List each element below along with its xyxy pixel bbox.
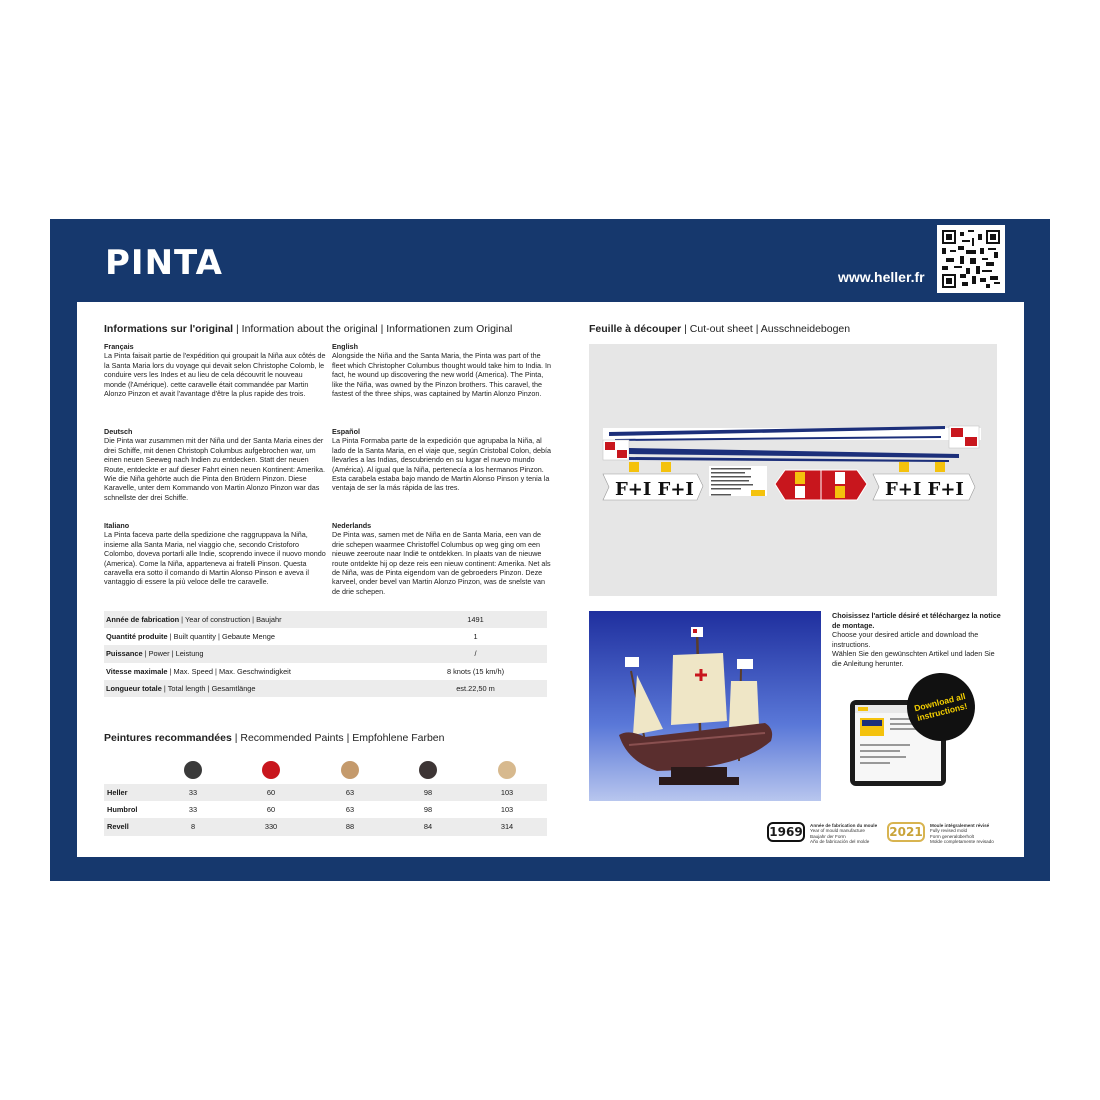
cutout-section-title: Feuille à découper | Cut-out sheet | Ausschneidebogen — [589, 323, 851, 335]
paints-section-title: Peintures recommandées | Recommended Paints | Empfohlene Farben — [104, 732, 445, 744]
paint-table — [104, 784, 547, 836]
text-deutsch: Deutsch Die Pinta war zusammen mit der Niña und der Santa Maria eines der drei Schiffe, mit denen Christoph Columbus aufgebrochen war, um einen neuen Seeweg nach Indien zu entdecken. Statt der neuen Route, entdeckte er auf dieser Fahrt einen neuen Kontinent: Amerika. Wie die Niña gehörte auch die Pinta den Brüdern Pinzon. Diese Karavelle, unter dem Kommando von Martin Alonzo Pinzon war das schnellste der drei Schiffe. — [104, 427, 325, 502]
info-section-title: Informations sur l'original | Information about the original | Informationen zum Original — [104, 323, 513, 335]
download-info: Choisissez l'article désiré et téléchargez la notice de montage. Choose your desired article and download the instructions. Wählen Sie den gewünschten Artikel und laden Sie die Anleitung herunter. — [832, 611, 1001, 668]
paint-swatch — [419, 761, 437, 779]
table-row: Quantité produite | Built quantity | Gebaute Menge 1 — [106, 632, 478, 642]
website-link[interactable]: www.heller.fr — [838, 269, 925, 285]
table-row: Longueur totale | Total length | Gesamtlänge est.22,50 m — [104, 680, 547, 697]
paint-swatch — [184, 761, 202, 779]
spec-table — [104, 611, 547, 697]
table-row: Humbrol 33 60 63 98 103 — [107, 805, 514, 815]
revised-year-logo: 2021 — [887, 822, 925, 842]
table-row: Puissance | Power | Leistung / — [104, 645, 547, 662]
qr-code-icon[interactable] — [937, 225, 1005, 293]
text-espanol: Español La Pinta Formaba parte de la expedición que agrupaba la Niña, al lado de la Santa Maria, en el viaje que, según Cristobal Colon, debía llevarles a las Indias, descubriendo en su lugar el nuevo mundo (América). Al igual que la Niña, pertenecía a los hermanos Pinzon. Esta carabela estaba bajo mando de Martin Alonso Pinson y tenia la ventaja de ser la más rápida de las tres. — [332, 427, 551, 493]
cutout-sheet-image — [589, 344, 997, 596]
content-panel — [77, 302, 1024, 857]
revised-year-note: Moule intégralement révisé Fully revised mold Form generalüberholt Molde completamente revisado — [930, 823, 994, 845]
flag-right: F+I F+I — [885, 479, 964, 500]
flag-left: F+I F+I — [615, 479, 694, 500]
text-italiano: Italiano La Pinta faceva parte della spedizione che raggruppava la Niña, insieme alla Santa Maria, nel viaggio che, secondo Cristoforo Colombo, doveva portarli alle Indie, scoprendo invece il nuovo mondo (America). Come la Niña, apparteneva ai fratelli Pinson. Questa caravella era sotto il comando di Martin Alonso Pinson e aveva il vantaggio di essere la più veloce delle tre caravelle. — [104, 521, 326, 587]
text-nederlands: Nederlands De Pinta was, samen met de Niña en de Santa Maria, een van de drie schepen waarmee Christoffel Columbus op weg ging om een nieuwe zeeroute naar Indië te ontdekken. In plaats van de nieuwe route ontdekte hij op deze reis een nieuw continent: Amerika. Net als de Niña, was de Pinta eigendom van de gebroeders Pinzon. Deze karveel, onder bevel van Martin Alonzo Pinzon, was de snelste van de drie schepen. — [332, 521, 551, 596]
paint-swatch — [341, 761, 359, 779]
box-side-panel — [50, 219, 1050, 881]
paint-swatch — [498, 761, 516, 779]
paint-swatches — [104, 761, 547, 779]
page-title: PINTA — [105, 243, 223, 283]
text-francais: Français La Pinta faisait partie de l'expédition qui groupait la Niña aux côtés de la Santa Maria lors du voyage qui devait selon Christophe Colomb, le conduire vers les Indes et au lieu de cela découvrit le nouveau monde (l'Amérique). cette caravelle était commandée par Martin Alonzo Pinzon et avait l'avantage d'être la plus rapide des trois. — [104, 342, 326, 399]
download-badge[interactable]: Download all instructions! — [900, 666, 982, 748]
table-row: Année de fabrication | Year of construction | Baujahr 1491 — [104, 611, 547, 628]
paint-swatch — [262, 761, 280, 779]
table-row: Heller 33 60 63 98 103 — [104, 784, 547, 801]
mould-year-logo: 1969 — [767, 822, 805, 842]
table-row: Revell 8 330 88 84 314 — [104, 818, 547, 835]
mould-year-note: Année de fabrication du moule Year of mould manufacture Baujahr der Form Año de fabricación del molde — [810, 823, 878, 845]
text-english: English Alongside the Niña and the Santa Maria, the Pinta was part of the fleet which Christopher Columbus thought would take him to India. In fact, he wound up discovering the new world (America). The Pinta, like the Niña, was owned by the Pinzon brothers. This caravel, the fastest of the three ships, was captained by Martin Alonzo Pinzon. — [332, 342, 551, 399]
ship-model-photo — [589, 611, 821, 801]
table-row: Vitesse maximale | Max. Speed | Max. Geschwindigkeit 8 knots (15 km/h) — [106, 666, 505, 676]
